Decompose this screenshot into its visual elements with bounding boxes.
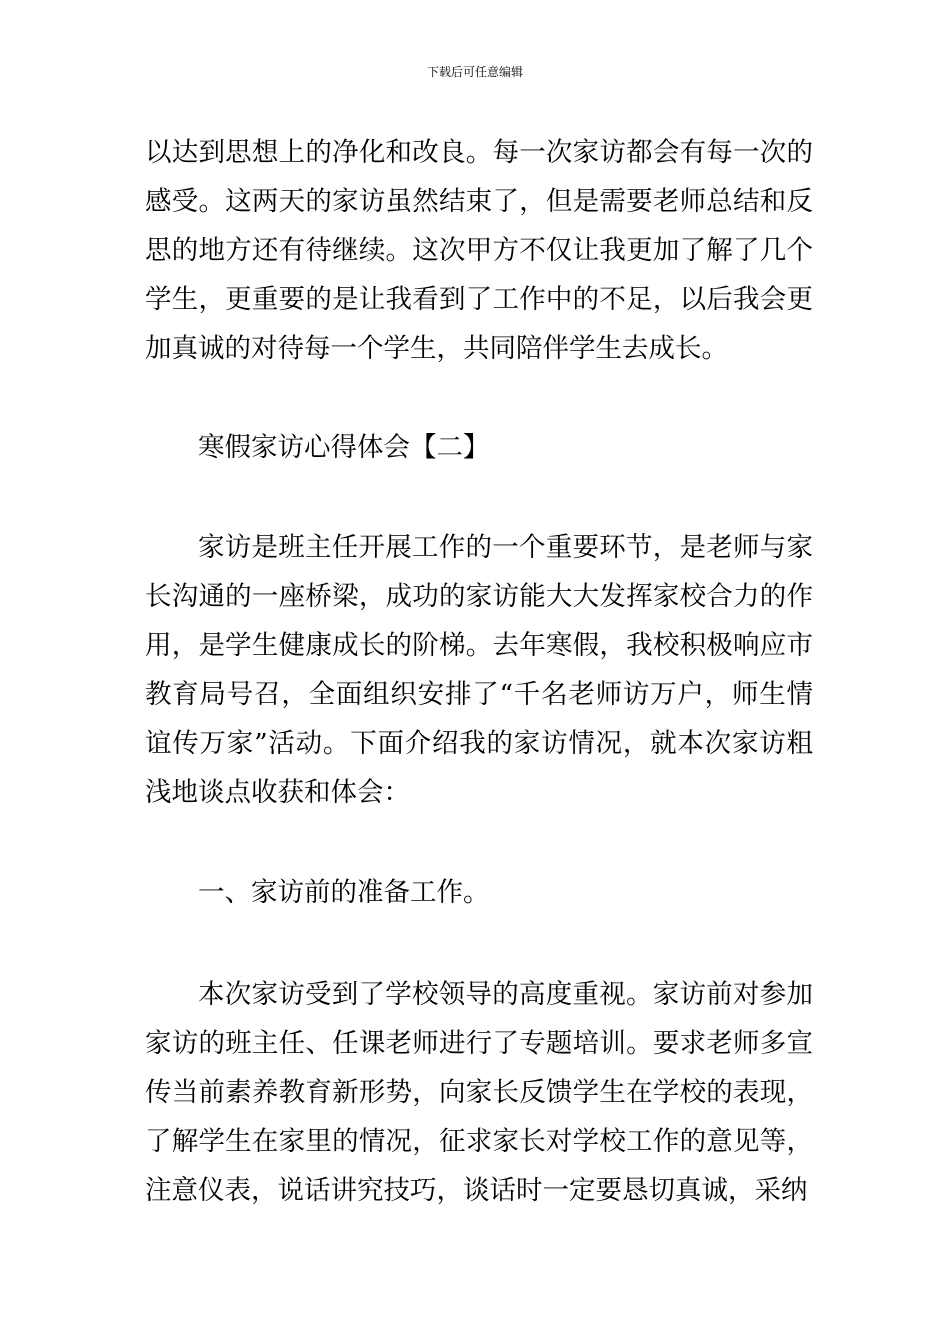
paragraph-intro: 家访是班主任开展工作的一个重要环节，是老师与家长沟通的一座桥梁，成功的家访能大大发挥家校合力的作用，是学生健康成长的阶梯。去年寒假，我校积极响应市教育局号召，全面组织安排了“千名老师访万户，师生情谊传万家”活动。下面介绍我的家访情况，就本次家访粗浅地谈点收获和体会：: [145, 532, 813, 808]
subsection-heading-preparation: 一、家访前的准备工作。: [198, 877, 490, 908]
paragraph-continuation: 以达到思想上的净化和改良。每一次家访都会有每一次的感受。这两天的家访虽然结束了，但是需要老师总结和反思的地方还有待继续。这次甲方不仅让我更加了解了几个学生，更重要的是让我看到了工作中的不足，以后我会更加真诚的对待每一个学生，共同陪伴学生去成长。: [145, 137, 813, 364]
paragraph-preparation: 本次家访受到了学校领导的高度重视。家访前对参加家访的班主任、任课老师进行了专题培训。要求老师多宣传当前素养教育新形势，向家长反馈学生在学校的表现，了解学生在家里的情况，征求家长对学校工作的意见等，注意仪表，说话讲究技巧，谈话时一定要恳切真诚，采纳: [145, 979, 813, 1206]
page-header: 下载后可任意编辑: [426, 65, 523, 79]
section-heading-two: 寒假家访心得体会【二】: [198, 432, 490, 463]
